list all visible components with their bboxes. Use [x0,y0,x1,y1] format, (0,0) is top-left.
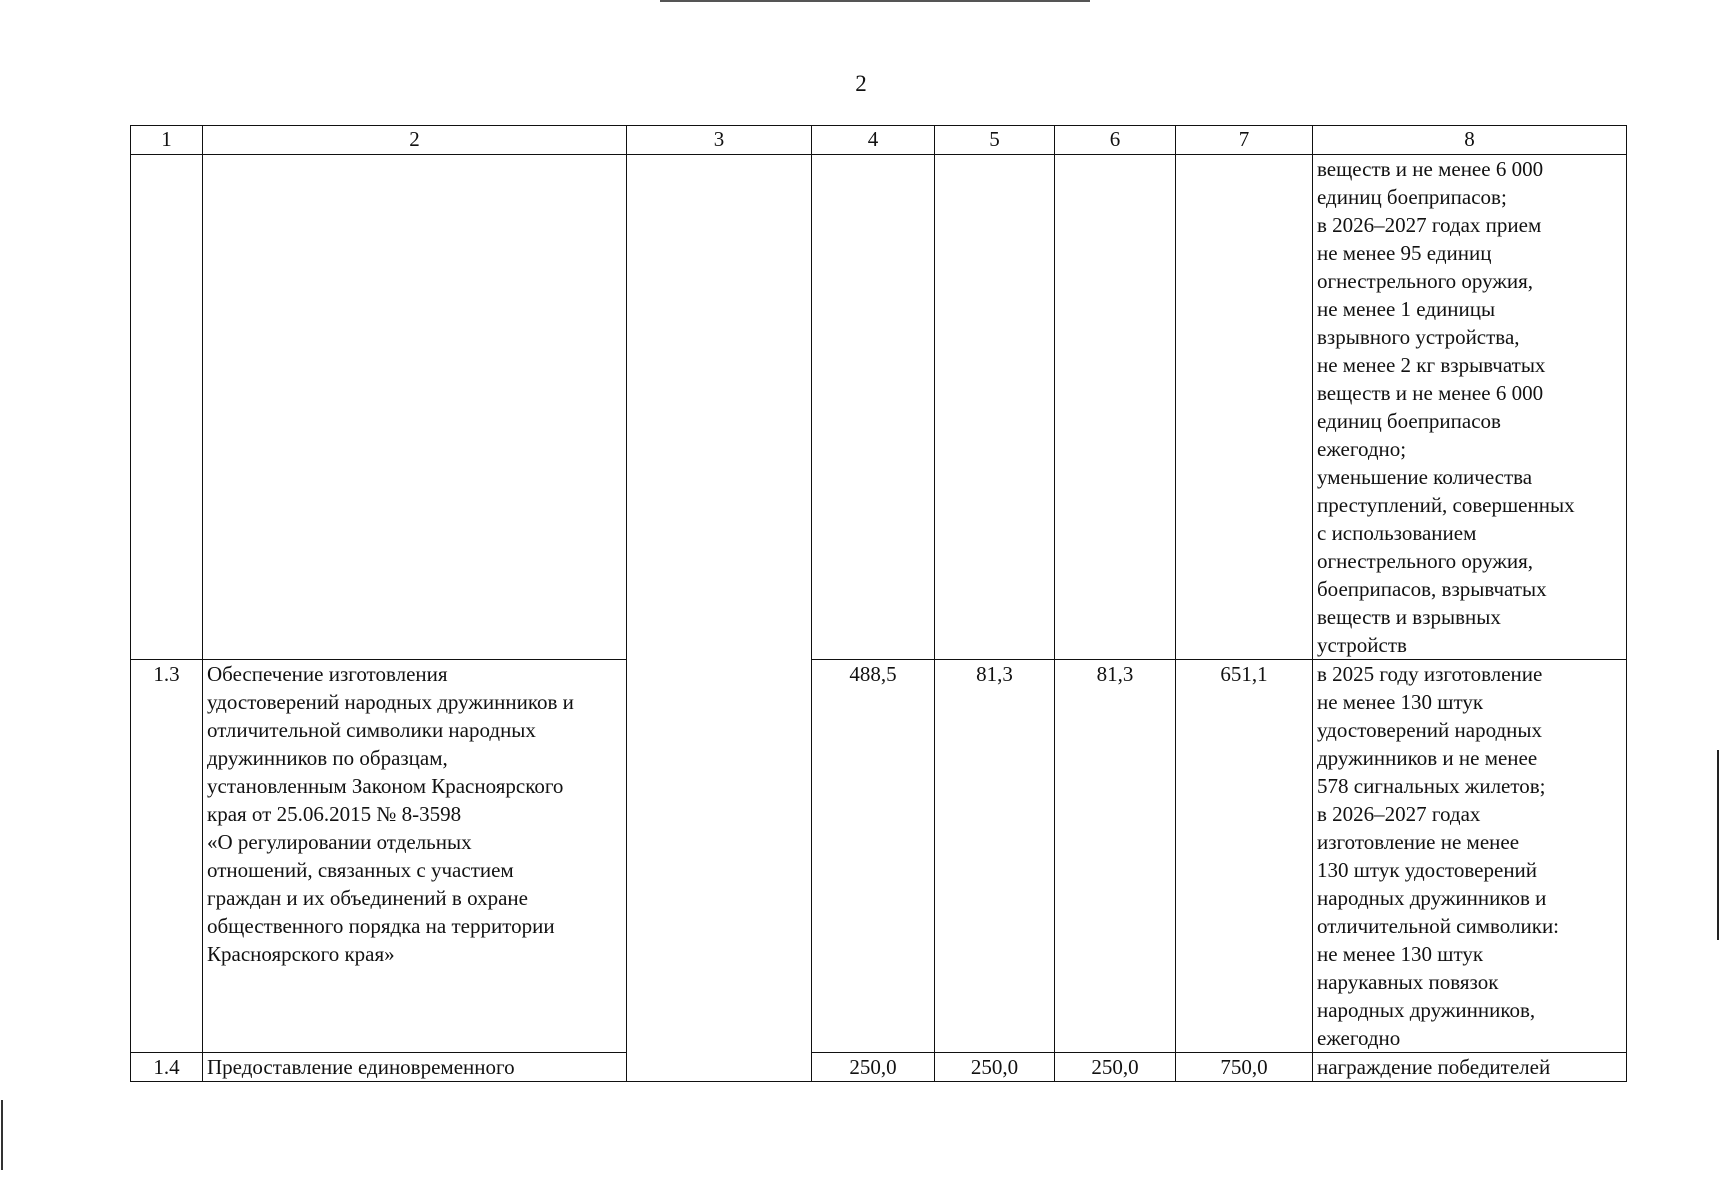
cont-col-6 [1055,155,1176,660]
table-row-continuation [131,155,1627,660]
page-number: 2 [855,71,867,96]
cont-col-4 [812,155,935,660]
cont-col-1 [131,155,203,660]
row-1-3-col7: 651,1 [1176,660,1313,1053]
row-1-3-number: 1.3 [131,660,203,1053]
row-1-4-col6: 250,0 [1055,1053,1176,1082]
row-1-3-col6: 81,3 [1055,660,1176,1053]
cont-col-5 [935,155,1055,660]
header-col-3: 3 [627,126,812,155]
cont-result-text: веществ и не менее 6 000 единиц боеприпасов; в 2026–2027 годах прием не менее 95 единиц огнестрельного оружия, не менее 1 единицы взрывного устройства, не менее 2 кг взрывчатых веществ и не менее 6 000 единиц боеприпасов ежегодно; уменьшение количества преступлений, совершенных с использованием огнестрельного оружия, боеприпасов, взрывчатых веществ и взрывных устройств [1313,155,1627,660]
cont-col-3-merged [627,155,812,1082]
row-1-4-number: 1.4 [131,1053,203,1082]
row-1-4-col5: 250,0 [935,1053,1055,1082]
table-row-1-4 [131,1053,1627,1082]
scan-artifact-right [1717,750,1719,940]
header-col-8: 8 [1313,126,1627,155]
row-1-4-result: награждение победителей [1313,1053,1627,1082]
scan-artifact-top [660,0,1090,2]
cont-col-7 [1176,155,1313,660]
scan-artifact-left [1,1100,3,1170]
header-col-6: 6 [1055,126,1176,155]
row-1-3-col5: 81,3 [935,660,1055,1053]
program-measures-table [130,125,1627,1082]
header-col-7: 7 [1176,126,1313,155]
table-header-row [131,126,1627,155]
row-1-4-name: Предоставление единовременного [203,1053,627,1082]
row-1-4-col7: 750,0 [1176,1053,1313,1082]
row-1-3-col4: 488,5 [812,660,935,1053]
row-1-3-name: Обеспечение изготовления удостоверений народных дружинников и отличительной символики народных дружинников по образцам, установленным Законом Красноярского края от 25.06.2015 № 8-3598 «О регулировании отдельных отношений, связанных с участием граждан и их объединений в охране общественного порядка на территории Красноярского края» [203,660,627,1053]
header-col-4: 4 [812,126,935,155]
cont-col-2 [203,155,627,660]
header-col-2: 2 [203,126,627,155]
table-row-1-3 [131,660,1627,1053]
row-1-4-col4: 250,0 [812,1053,935,1082]
header-col-5: 5 [935,126,1055,155]
header-col-1: 1 [131,126,203,155]
row-1-3-result: в 2025 году изготовление не менее 130 штук удостоверений народных дружинников и не менее 578 сигнальных жилетов; в 2026–2027 годах изготовление не менее 130 штук удостоверений народных дружинников и отличительной символики: не менее 130 штук нарукавных повязок народных дружинников, ежегодно [1313,660,1627,1053]
